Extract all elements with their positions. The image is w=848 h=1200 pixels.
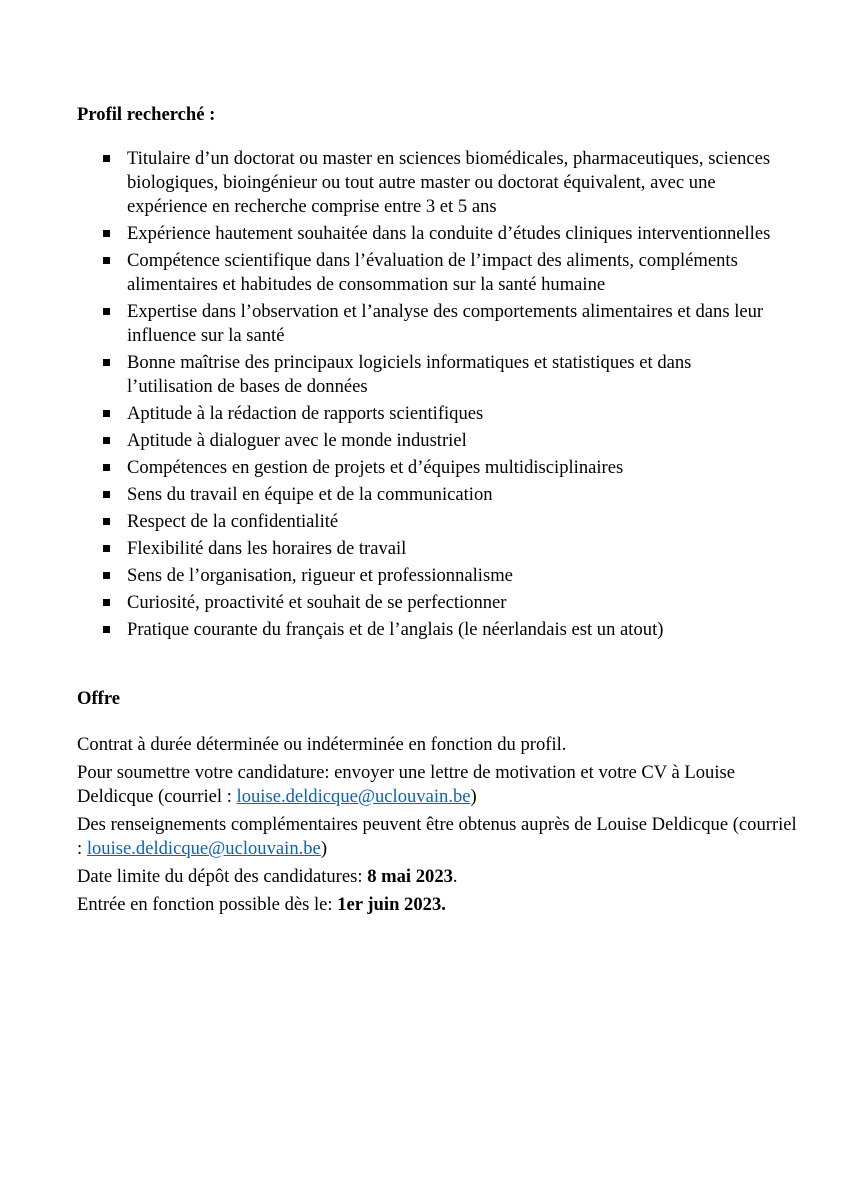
list-item-text: Expertise dans l’observation et l’analyse des comportements alimentaires et dans leur influence sur la santé xyxy=(127,301,764,346)
list-item-text: Titulaire d’un doctorat ou master en sciences biomédicales, pharmaceutiques, sciences biologiques, bioingénieur ou tout autre master ou doctorat équivalent, avec une expérience en recherche comprise entre 3 et 5 ans xyxy=(127,148,771,217)
square-bullet-icon xyxy=(103,155,110,162)
list-item xyxy=(77,429,777,453)
renseignements-end: ) xyxy=(320,838,328,859)
contrat-text: Contrat à durée déterminée ou indéterminée en fonction du profil. xyxy=(77,734,567,755)
list-item xyxy=(77,147,777,219)
list-item-text: Compétence scientifique dans l’évaluation de l’impact des aliments, compléments alimentaires et habitudes de consommation sur la santé humaine xyxy=(127,250,738,295)
list-item xyxy=(77,222,777,246)
square-bullet-icon xyxy=(103,230,110,237)
date-limite-label: Date limite du dépôt des candidatures: xyxy=(77,866,368,887)
square-bullet-icon xyxy=(103,572,110,579)
list-item-text: Bonne maîtrise des principaux logiciels informatiques et statistiques et dans l’utilisation de bases de données xyxy=(127,352,692,397)
date-limite-end: . xyxy=(452,866,458,887)
square-bullet-icon xyxy=(103,308,110,315)
date-limite-paragraph xyxy=(77,865,797,889)
square-bullet-icon xyxy=(103,518,110,525)
offre-heading: Offre xyxy=(77,688,121,709)
square-bullet-icon xyxy=(103,410,110,417)
profil-list xyxy=(77,147,777,645)
list-item-text: Aptitude à dialoguer avec le monde industriel xyxy=(127,430,467,451)
list-item-text: Sens du travail en équipe et de la communication xyxy=(127,484,493,505)
candidature-text: Pour soumettre votre candidature: envoyer une lettre de motivation et votre CV à Louise Deldicque (courriel : xyxy=(77,762,735,807)
square-bullet-icon xyxy=(103,437,110,444)
list-item-text: Pratique courante du français et de l’anglais (le néerlandais est un atout) xyxy=(127,619,664,640)
list-item xyxy=(77,564,777,588)
square-bullet-icon xyxy=(103,491,110,498)
candidature-email-link[interactable]: louise.deldicque@uclouvain.be xyxy=(236,786,471,807)
square-bullet-icon xyxy=(103,599,110,606)
contrat-paragraph xyxy=(77,733,797,757)
square-bullet-icon xyxy=(103,545,110,552)
offre-section xyxy=(77,733,797,921)
profil-heading: Profil recherché : xyxy=(77,104,216,125)
list-item-text: Respect de la confidentialité xyxy=(127,511,339,532)
entree-paragraph xyxy=(77,893,797,917)
square-bullet-icon xyxy=(103,626,110,633)
date-limite-value: 8 mai 2023 xyxy=(367,866,453,887)
square-bullet-icon xyxy=(103,464,110,471)
list-item xyxy=(77,402,777,426)
list-item-text: Aptitude à la rédaction de rapports scientifiques xyxy=(127,403,484,424)
list-item xyxy=(77,249,777,297)
list-item-text: Compétences en gestion de projets et d’équipes multidisciplinaires xyxy=(127,457,624,478)
renseignements-email-link[interactable]: louise.deldicque@uclouvain.be xyxy=(86,838,321,859)
list-item xyxy=(77,537,777,561)
list-item xyxy=(77,483,777,507)
list-item xyxy=(77,510,777,534)
list-item-text: Curiosité, proactivité et souhait de se perfectionner xyxy=(127,592,507,613)
renseignements-paragraph xyxy=(77,813,797,861)
entree-value: 1er juin 2023. xyxy=(337,894,446,915)
list-item xyxy=(77,300,777,348)
list-item-text: Flexibilité dans les horaires de travail xyxy=(127,538,407,559)
candidature-paragraph xyxy=(77,761,797,809)
list-item xyxy=(77,456,777,480)
renseignements-text: Des renseignements complémentaires peuvent être obtenus auprès de Louise Deldicque (courriel : xyxy=(77,814,797,859)
list-item xyxy=(77,351,777,399)
list-item-text: Expérience hautement souhaitée dans la conduite d’études cliniques interventionnelles xyxy=(127,223,771,244)
list-item-text: Sens de l’organisation, rigueur et professionnalisme xyxy=(127,565,513,586)
list-item xyxy=(77,618,777,642)
square-bullet-icon xyxy=(103,359,110,366)
square-bullet-icon xyxy=(103,257,110,264)
list-item xyxy=(77,591,777,615)
candidature-end: ) xyxy=(470,786,477,807)
entree-label: Entrée en fonction possible dès le: xyxy=(77,894,338,915)
